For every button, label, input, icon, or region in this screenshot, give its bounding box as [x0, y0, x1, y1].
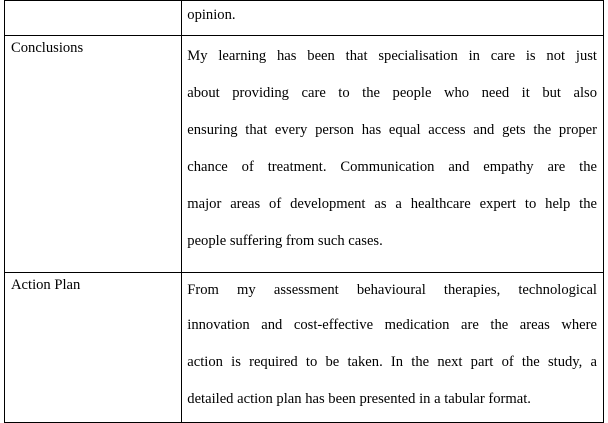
document-table [4, 0, 604, 423]
row-label-empty [5, 1, 182, 36]
row-text-conclusions [182, 36, 604, 273]
text-line: people suffering from such cases. [187, 233, 383, 249]
text-line: My learning has been that specialisation in care is not just [187, 48, 597, 64]
row-text-action-plan [182, 273, 604, 423]
text-line: action is required to be taken. In the next part of the study, a [187, 354, 597, 370]
row-label-action-plan: Action Plan [5, 273, 182, 423]
table-row-conclusions [5, 36, 604, 273]
table-row-action-plan [5, 273, 604, 423]
text-line: major areas of development as a healthcare expert to help the [187, 196, 597, 212]
text-line: From my assessment behavioural therapies, technological [187, 282, 597, 298]
text-line: ensuring that every person has equal access and gets the proper [187, 122, 597, 138]
table-row-continuation [5, 1, 604, 36]
text-line: innovation and cost-effective medication are the areas where [187, 317, 597, 333]
text-line: opinion. [187, 7, 236, 23]
row-text-continuation [182, 1, 604, 36]
text-line: detailed action plan has been presented in a tabular format. [187, 391, 531, 407]
row-label-conclusions: Conclusions [5, 36, 182, 273]
text-line: about providing care to the people who need it but also [187, 85, 597, 101]
text-line: chance of treatment. Communication and empathy are the [187, 159, 597, 175]
